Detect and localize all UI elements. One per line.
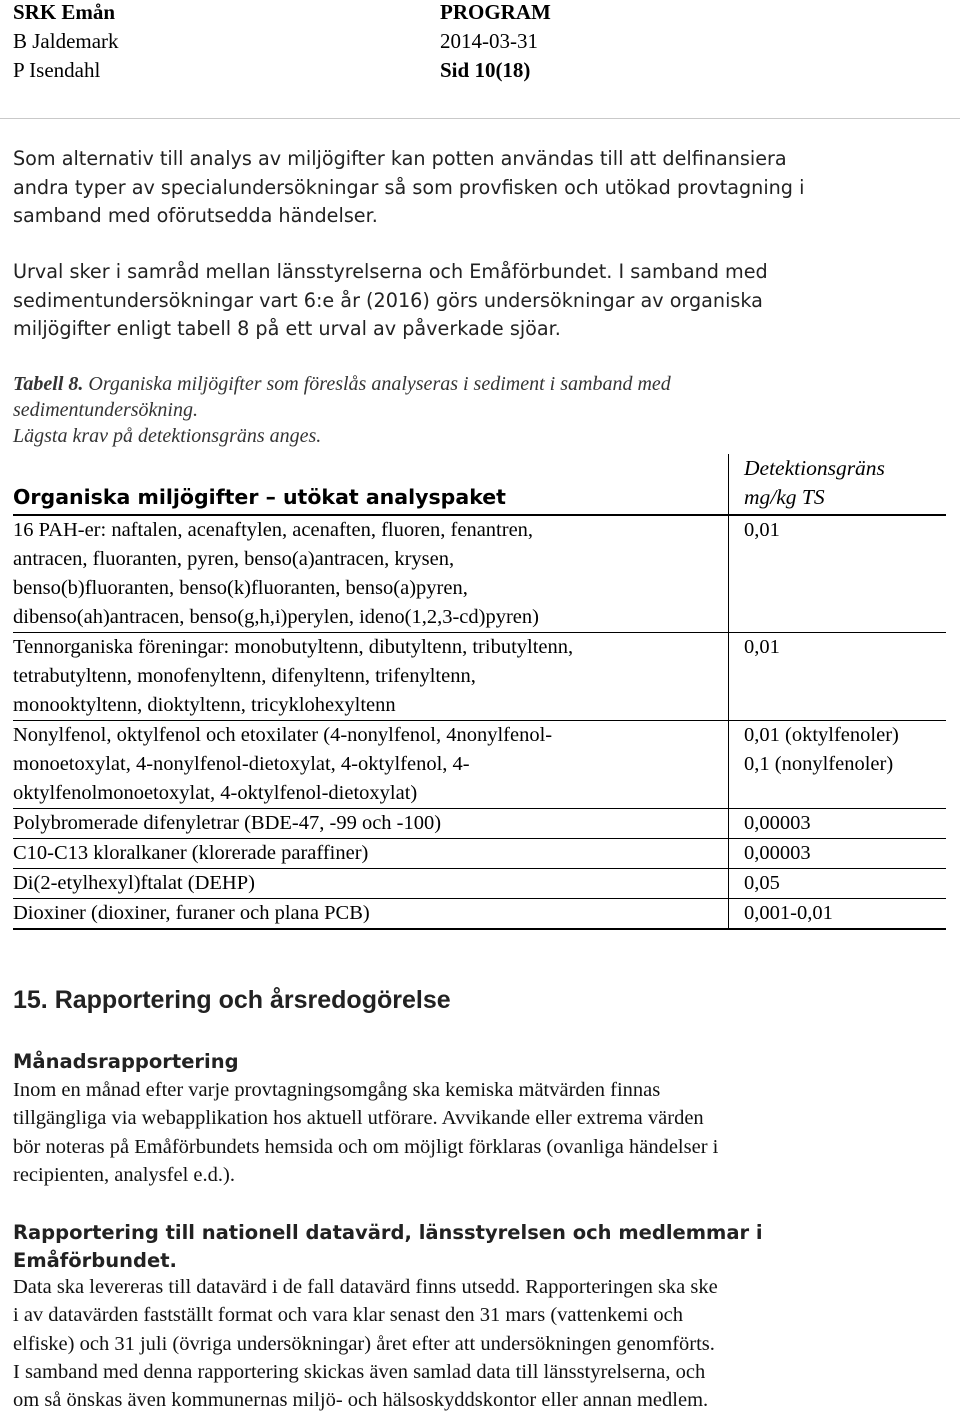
table-row: [13, 515, 946, 633]
text-line: elfiske) och 31 juli (övriga undersökningar) året efter att undersökningen genomförts.: [13, 1332, 715, 1355]
table-caption-text-2: sedimentundersökning.: [13, 399, 198, 421]
header-right: [440, 0, 551, 85]
table-row: [13, 899, 946, 930]
header-date: 2014-03-31: [440, 29, 538, 53]
substance-cell: Dioxiner (dioxiner, furaner och plana PCB): [13, 899, 729, 930]
section-heading: 15. Rapportering och årsredogörelse: [13, 986, 451, 1014]
table-row: [13, 809, 946, 839]
limit-cell: 0,00003: [729, 809, 947, 839]
header-author-2: P Isendahl: [13, 58, 101, 82]
text-line: tillgängliga via webapplikation hos aktuell utförare. Avvikande eller extrema värden: [13, 1107, 704, 1130]
text-line: Data ska levereras till datavärd i de fall datavärd finns utsedd. Rapporteringen ska ske: [13, 1276, 718, 1298]
substance-cell: Di(2-etylhexyl)ftalat (DEHP): [13, 869, 729, 899]
intro-paragraph-1: [13, 145, 943, 231]
text-line: bör noteras på Emåförbundets hemsida och om möjligt förklaras (ovanliga händelser i: [13, 1135, 719, 1158]
text-line: Inom en månad efter varje provtagningsomgång ska kemiska mätvärden finnas: [13, 1079, 661, 1101]
table-caption-label: Tabell 8.: [13, 373, 84, 395]
header-org: SRK Emån: [13, 0, 116, 24]
table-row: [13, 633, 946, 721]
text-line: samband med oförutsedda händelser.: [13, 204, 378, 228]
limit-cell: 0,01 (oktylfenoler) 0,1 (nonylfenoler): [729, 721, 947, 809]
header-page: Sid 10(18): [440, 58, 531, 82]
limit-cell: 0,05: [729, 869, 947, 899]
national-reporting-paragraph: [13, 1273, 943, 1414]
substance-cell: Tennorganiska föreningar: monobutyltenn, dibutyltenn, tributyltenn, tetrabutyltenn, monofenyltenn, difenyltenn, trifenyltenn, monooktyltenn, dioktyltenn, tricyklohexyltenn: [13, 633, 729, 721]
subheading-monthly: Månadsrapportering: [13, 1050, 239, 1073]
substance-cell: Nonylfenol, oktylfenol och etoxilater (4-nonylfenol, 4nonylfenol- monoetoxylat, 4-nonylfenol-dietoxylat, 4-oktylfenol, 4- oktylfenolmonoetoxylat, 4-oktylfenol-dietoxylat): [13, 721, 729, 809]
table-caption-note: Lägsta krav på detektionsgräns anges.: [13, 425, 322, 447]
limit-cell: 0,001-0,01: [729, 899, 947, 930]
header-author-1: B Jaldemark: [13, 29, 119, 53]
table-header-row: [13, 454, 946, 515]
subheading-national-reporting: Rapportering till nationell datavärd, länsstyrelsen och medlemmar i Emåförbundet.: [13, 1221, 763, 1272]
header-left: [13, 0, 119, 85]
contaminants-table: [13, 454, 946, 930]
table-caption-text: Organiska miljögifter som föreslås analyseras i sediment i samband med: [83, 373, 671, 395]
substance-cell: 16 PAH-er: naftalen, acenaftylen, acenaften, fluoren, fenantren, antracen, fluoranten, pyren, benso(a)antracen, krysen, benso(b)fluoranten, benso(k)fluoranten, benso(a)pyren, dibenso(ah)antracen, benso(g,h,i)perylen, ideno(1,2,3-cd)pyren): [13, 515, 729, 633]
table-row: [13, 839, 946, 869]
limit-cell: 0,01: [729, 515, 947, 633]
table-row: [13, 869, 946, 899]
column-header-substances: Organiska miljögifter – utökat analyspaket: [13, 454, 729, 515]
text-line: i av datavärden fastställt format och vara klar senast den 31 mars (vattenkemi och: [13, 1304, 683, 1327]
limit-cell: 0,00003: [729, 839, 947, 869]
text-line: sedimentundersökningar vart 6:e år (2016) görs undersökningar av organiska: [13, 288, 763, 312]
substance-cell: C10-C13 kloralkaner (klorerade paraffiner): [13, 839, 729, 869]
text-line: Urval sker i samråd mellan länsstyrelserna och Emåförbundet. I samband med: [13, 260, 768, 283]
intro-paragraph-2: [13, 258, 943, 344]
header-doc-type: PROGRAM: [440, 0, 551, 24]
text-line: om så önskas även kommunernas miljö- och hälsoskyddskontor eller annan medlem.: [13, 1389, 709, 1412]
text-line: recipienten, analysfel e.d.).: [13, 1163, 235, 1186]
column-header-detection-limit: Detektionsgräns mg/kg TS: [729, 454, 947, 515]
table-caption: [13, 371, 943, 449]
text-line: Som alternativ till analys av miljögifter kan potten användas till att delfinansiera: [13, 147, 787, 170]
text-line: miljögifter enligt tabell 8 på ett urval av påverkade sjöar.: [13, 317, 561, 341]
limit-cell: 0,01: [729, 633, 947, 721]
substance-cell: Polybromerade difenyletrar (BDE-47, -99 och -100): [13, 809, 729, 839]
header-rule: [0, 118, 960, 119]
table-row: [13, 721, 946, 809]
text-line: andra typer av specialundersökningar så som provfisken och utökad provtagning i: [13, 175, 805, 199]
monthly-paragraph: [13, 1076, 943, 1189]
text-line: I samband med denna rapportering skickas även samlad data till länsstyrelserna, och: [13, 1360, 706, 1383]
